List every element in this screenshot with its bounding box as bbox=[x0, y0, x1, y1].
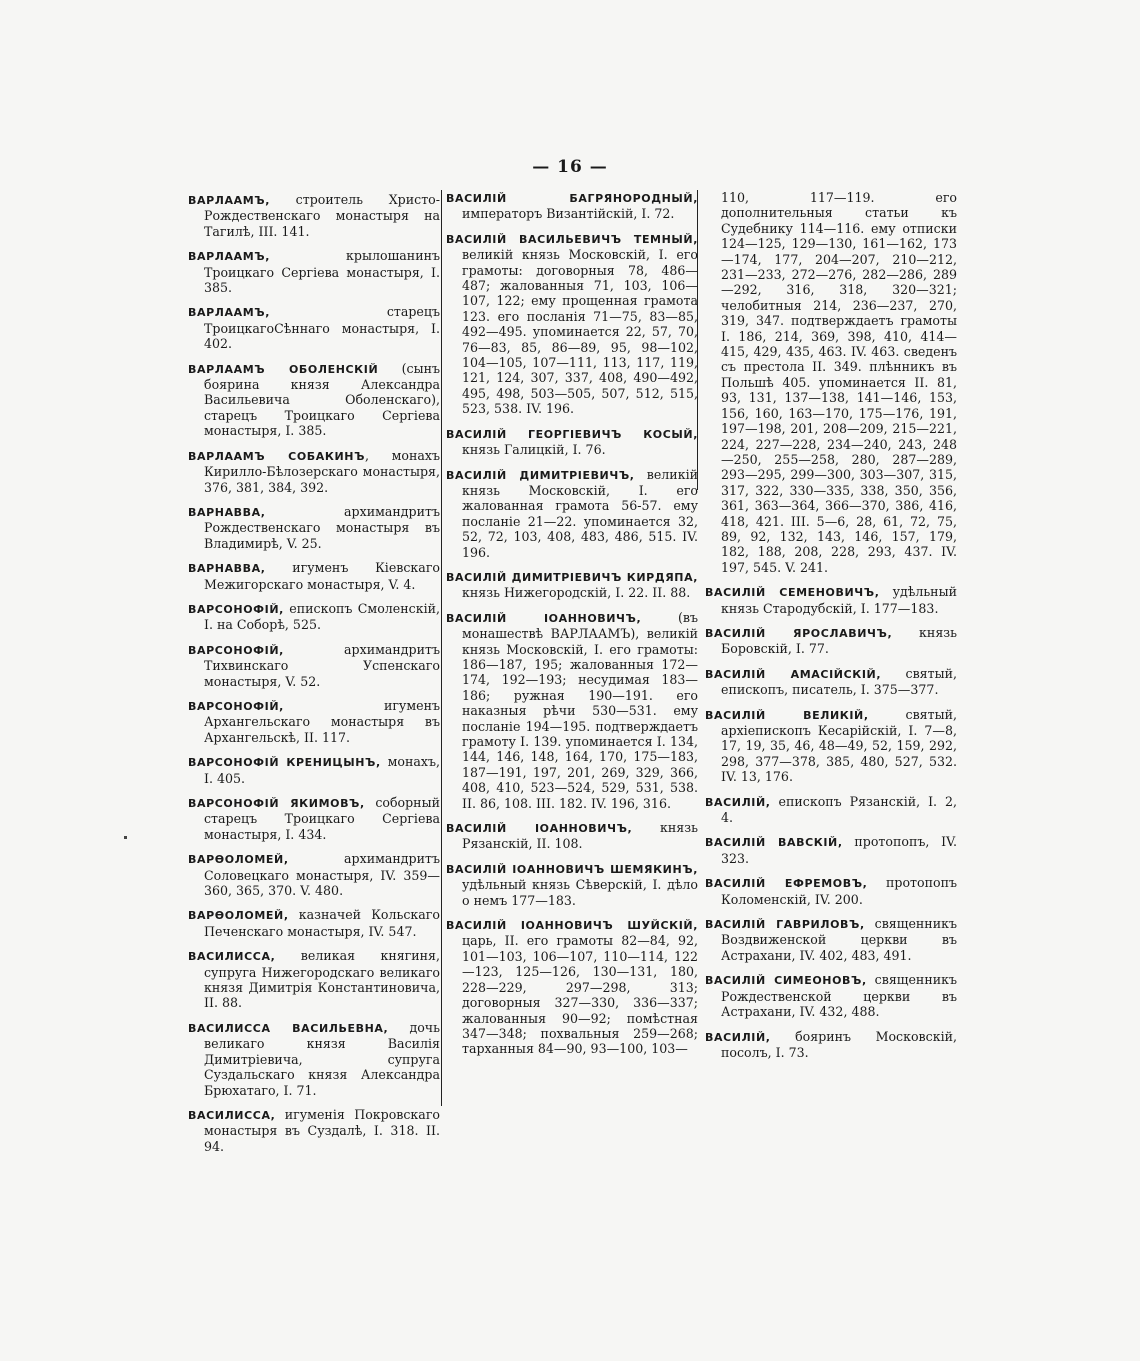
entry-text: соборный старецъ Троицкаго Сергіева монастыря, I. 434. bbox=[204, 795, 440, 842]
entry-text: священникъ Рождественской церкви въ Астрахани, IV. 432, 488. bbox=[721, 972, 957, 1020]
entry-headword: ВАСИЛІЙ БАГРЯНОРОДНЫЙ, bbox=[446, 192, 698, 205]
entry-text: великій князь Московскій, I. его жалованная грамота 56-57. ему посланіе 21—22. упоминается 32, 52, 72, 103, 408, 483, 486, 515. IV. 196. bbox=[462, 466, 698, 560]
entry-headword: ВАРНАВВА, bbox=[188, 505, 266, 519]
index-entry bbox=[446, 820, 698, 852]
entry-text: крылошанинъ Троицкаго Сергіева монастыря, I. 385. bbox=[204, 248, 440, 296]
index-entry bbox=[705, 190, 957, 575]
entry-text: архимандритъ Рождественскаго монастыря въ Владимирѣ, V. 25. bbox=[204, 503, 440, 551]
entry-text: игуменъ Архангельскаго монастыря въ Архангельскѣ, II. 117. bbox=[204, 697, 440, 745]
entry-text: князь Рязанскій, II. 108. bbox=[462, 820, 698, 852]
entry-headword: ВАРЛААМЪ ОБОЛЕНСКІЙ bbox=[188, 362, 379, 376]
entry-text: удѣльный князь Стародубскій, I. 177—183. bbox=[721, 584, 957, 616]
entry-headword: ВАСИЛІЙ СИМЕОНОВЪ, bbox=[705, 974, 867, 988]
entry-headword: ВАСИЛІЙ ДИМИТРІЕВИЧЪ, bbox=[446, 468, 635, 482]
index-entry bbox=[188, 851, 440, 898]
index-entry bbox=[705, 1029, 957, 1061]
entry-text: бояринъ Московскій, посолъ, I. 73. bbox=[721, 1028, 957, 1060]
entry-text: удѣльный князь Сѣверскій, I. дѣло о немъ 177—183. bbox=[462, 877, 698, 908]
index-entry bbox=[188, 304, 440, 351]
entry-headword: ВАРЛААМЪ СОБАКИНЪ bbox=[188, 449, 366, 463]
entry-text: 110, 117—119. его дополнительныя статьи къ Судебнику 114—116. ему отписки 124—125, 129—130, 161—162, 173—174, 177, 204—207, 210—212, 231—233, 272—276, 282—286, 289—292, 316, 318, 320—321; челобитныя 214, 236—237, 270, 319, 347. подтверждаетъ грамоты I. 186, 214, 369, 398, 410, 414—415, 429, 435, 463. IV. 463. сведенъ съ престола II. 349. плѣнникъ въ Польшѣ 405. упоминается II. 81, 93, 131, 137—138, 141—146, 153, 156, 160, 163—170, 175—176, 191, 197—198, 201, 208—209, 215—221, 224, 227—228, 234—240, 243, 248—250, 255—258, 280, 287—289, 293—295, 299—300, 303—307, 315, 317, 322, 330—335, 338, 350, 356, 361, 363—364, 366—370, 386, 416, 418, 421. III. 5—6, 28, 61, 72, 75, 89, 92, 132, 143, 146, 157, 179, 182, 188, 208, 228, 293, 437. IV. 197, 545. V. 241. bbox=[721, 190, 957, 575]
entry-headword: ВАСИЛІЙ ЯРОСЛАВИЧЪ, bbox=[705, 626, 893, 640]
entry-text: игуменъ Кіевскаго Межигорскаго монастыря, V. 4. bbox=[204, 560, 440, 592]
index-column-1 bbox=[188, 192, 440, 1163]
index-entry bbox=[705, 794, 957, 826]
index-entry bbox=[188, 448, 440, 495]
entry-headword: ВАРЛААМЪ, bbox=[188, 250, 270, 264]
index-entry bbox=[705, 666, 957, 698]
entry-headword: ВАРЛААМЪ, bbox=[188, 194, 270, 207]
entry-headword: ВАСИЛІЙ ІОАННОВИЧЪ ШУЙСКІЙ, bbox=[446, 919, 698, 933]
index-entry bbox=[446, 917, 698, 1057]
entry-headword: ВАРСОНОФІЙ, bbox=[188, 602, 284, 616]
entry-headword: ВАРСОНОФІЙ ЯКИМОВЪ, bbox=[188, 797, 365, 810]
index-entry bbox=[188, 1107, 440, 1154]
index-entry bbox=[188, 361, 440, 439]
index-entry bbox=[705, 834, 957, 866]
index-entry bbox=[188, 907, 440, 939]
entry-headword: ВАСИЛІЙ ВАСИЛЬЕВИЧЪ ТЕМНЫЙ, bbox=[446, 232, 698, 246]
entry-text: казначей Кольскаго Печенскаго монастыря, IV. 547. bbox=[204, 907, 440, 939]
column-divider-left bbox=[441, 190, 442, 1106]
entry-headword: ВАСИЛІЙ ВЕЛИКІЙ, bbox=[705, 708, 869, 722]
entry-headword: ВАСИЛІЙ ІОАННОВИЧЪ, bbox=[446, 822, 633, 836]
entry-text: архимандритъ Соловецкаго монастыря, IV. 359—360, 365, 370. V. 480. bbox=[204, 851, 440, 899]
entry-headword: ВАРЛААМЪ, bbox=[188, 306, 270, 320]
entry-headword: ВАСИЛІЙ ІОАННОВИЧЪ, bbox=[446, 611, 642, 625]
entry-text: дочь великаго князя Василія Димитріевича, супруга Суздальскаго князя Александра Брюхатаго, I. 71. bbox=[204, 1019, 440, 1098]
entry-text: князь Боровскій, I. 77. bbox=[721, 624, 957, 657]
index-entry bbox=[705, 707, 957, 785]
index-entry bbox=[446, 190, 698, 222]
entry-headword: ВАСИЛІЙ ЕФРЕМОВЪ, bbox=[705, 877, 868, 891]
entry-text: старецъ ТроицкагоСѣннаго монастыря, I. 402. bbox=[204, 304, 440, 352]
entry-text: епископъ Смоленскій, I. на Соборѣ, 525. bbox=[204, 600, 440, 633]
entry-headword: ВАРСОНОФІЙ, bbox=[188, 699, 284, 713]
entry-text: епископъ Рязанскій, I. 2, 4. bbox=[721, 793, 957, 826]
entry-text: архимандритъ Тихвинскаго Успенскаго монастыря, V. 52. bbox=[204, 641, 440, 689]
index-column-3 bbox=[705, 190, 957, 1069]
index-column-2 bbox=[446, 190, 698, 1066]
entry-text: императоръ Византійскій, I. 72. bbox=[462, 206, 675, 222]
entry-text: святый, епископъ, писатель, I. 375—377. bbox=[721, 665, 957, 698]
index-entry bbox=[705, 972, 957, 1019]
index-entry bbox=[188, 1020, 440, 1098]
entry-text: (въ монашествѣ ВАРЛААМЪ), великій князь Московскій, I. его грамоты: 186—187, 195; жалованныя 172—174, 192—193; несудимая 183—186; ружная 190—191. его наказныя рѣчи 530—531. ему посланіе 194—195. подтверждаетъ грамоту I. 139. упоминается I. 134, 144, 146, 148, 164, 170, 175—183, 187—191, 197, 201, 269, 329, 366, 408, 410, 523—524, 529, 531, 538. II. 86, 108. III. 182. IV. 196, 316. bbox=[462, 609, 698, 811]
index-entry bbox=[188, 248, 440, 295]
entry-headword: ВАСИЛІЙ ВАВСКІЙ, bbox=[705, 836, 843, 850]
entry-headword: ВАСИЛІЙ ГЕОРГІЕВИЧЪ КОСЫЙ, bbox=[446, 427, 698, 441]
entry-headword: ВАСИЛИССА ВАСИЛЬЕВНА, bbox=[188, 1021, 389, 1035]
entry-text: святый, архіепископъ Кесарійскій, I. 7—8, 17, 19, 35, 46, 48—49, 52, 159, 292, 298, 377—378, 385, 480, 527, 532. IV. 13, 176. bbox=[721, 706, 957, 785]
index-entry bbox=[188, 698, 440, 745]
entry-text: игуменія Покровскаго монастыря въ Суздалѣ, I. 318. II. 94. bbox=[204, 1106, 440, 1154]
entry-headword: ВАСИЛИССА, bbox=[188, 950, 276, 964]
index-entry bbox=[705, 916, 957, 963]
index-entry bbox=[446, 861, 698, 908]
index-entry bbox=[188, 948, 440, 1011]
index-entry bbox=[705, 584, 957, 616]
index-entry bbox=[446, 610, 698, 811]
entry-headword: ВАСИЛІЙ СЕМЕНОВИЧЪ, bbox=[705, 586, 880, 600]
entry-headword: ВАСИЛІЙ ГАВРИЛОВЪ, bbox=[705, 918, 865, 932]
index-entry bbox=[188, 192, 440, 239]
index-entry bbox=[446, 426, 698, 458]
index-entry bbox=[188, 504, 440, 551]
entry-text: монахъ, I. 405. bbox=[204, 754, 440, 786]
index-entry bbox=[188, 601, 440, 633]
entry-text: протопопъ, IV. 323. bbox=[721, 834, 957, 866]
entry-text: князь Галицкій, I. 76. bbox=[462, 442, 606, 458]
scan-speck bbox=[124, 836, 127, 839]
entry-text: князь Нижегородскій, I. 22. II. 88. bbox=[462, 585, 691, 601]
entry-text: (сынъ боярина князя Александра Васильевича Оболенскаго), старецъ Троицкаго Сергіева монастыря, I. 385. bbox=[204, 360, 440, 439]
entry-text: священникъ Воздвиженской церкви въ Астрахани, IV. 402, 483, 491. bbox=[721, 916, 957, 963]
entry-headword: ВАСИЛІЙ АМАСІЙСКІЙ, bbox=[705, 667, 882, 681]
entry-text: царь, II. его грамоты 82—84, 92, 101—103, 106—107, 110—114, 122—123, 125—126, 130—131, 180, 228—229, 297—298, 313; договорныя 327—330, 336—337; жалованныя 90—92; помѣстная 347—348; похвальныя 259—268; тарханныя 84—90, 93—100, 103— bbox=[462, 933, 698, 1057]
entry-headword: ВАСИЛІЙ, bbox=[705, 1030, 771, 1044]
index-entry bbox=[446, 467, 698, 560]
index-entry bbox=[188, 642, 440, 689]
entry-text: великій князь Московскій, I. его грамоты: договорныя 78, 486—487; жалованныя 71, 103, 106—107, 122; ему прощенная грамота 123. его посланія 71—75, 83—85, 492—495. упоминается 22, 57, 70, 76—83, 85, 86—89, 95, 98—102, 104—105, 107—111, 113, 117, 119, 121, 124, 307, 337, 408, 490—492, 495, 498, 503—505, 507, 512, 515, 523, 538. IV. 196. bbox=[462, 247, 698, 417]
index-entry bbox=[188, 754, 440, 786]
entry-headword: ВАРѲОЛОМЕЙ, bbox=[188, 909, 289, 923]
entry-headword: ВАСИЛІЙ ІОАННОВИЧЪ ШЕМЯКИНЪ, bbox=[446, 862, 698, 876]
entry-text: протопопъ Коломенскій, IV. 200. bbox=[721, 875, 957, 907]
entry-headword: ВАРСОНОФІЙ, bbox=[188, 643, 284, 657]
index-entry bbox=[446, 231, 698, 417]
entry-headword: ВАСИЛІЙ ДИМИТРІЕВИЧЪ КИРДЯПА, bbox=[446, 570, 698, 584]
entry-text: великая княгиня, супруга Нижегородскаго великаго князя Димитрія Константиновича, II. 88. bbox=[204, 948, 440, 1011]
index-entry bbox=[188, 795, 440, 842]
entry-text: строитель Христо-Рождественскаго монастыря на Тагилѣ, III. 141. bbox=[204, 192, 440, 239]
entry-headword: ВАСИЛИССА, bbox=[188, 1108, 276, 1122]
entry-headword: ВАРСОНОФІЙ КРЕНИЦЫНЪ, bbox=[188, 756, 381, 770]
index-entry bbox=[705, 625, 957, 657]
index-entry bbox=[705, 875, 957, 907]
entry-headword: ВАСИЛІЙ, bbox=[705, 795, 771, 809]
page-number: — 16 — bbox=[532, 157, 608, 177]
entry-headword: ВАРѲОЛОМЕЙ, bbox=[188, 853, 289, 867]
entry-headword: ВАРНАВВА, bbox=[188, 562, 266, 576]
entry-text: , монахъ Кирилло-Бѣлозерскаго монастыря, 376, 381, 384, 392. bbox=[204, 447, 440, 495]
index-entry bbox=[446, 569, 698, 601]
index-entry bbox=[188, 560, 440, 592]
